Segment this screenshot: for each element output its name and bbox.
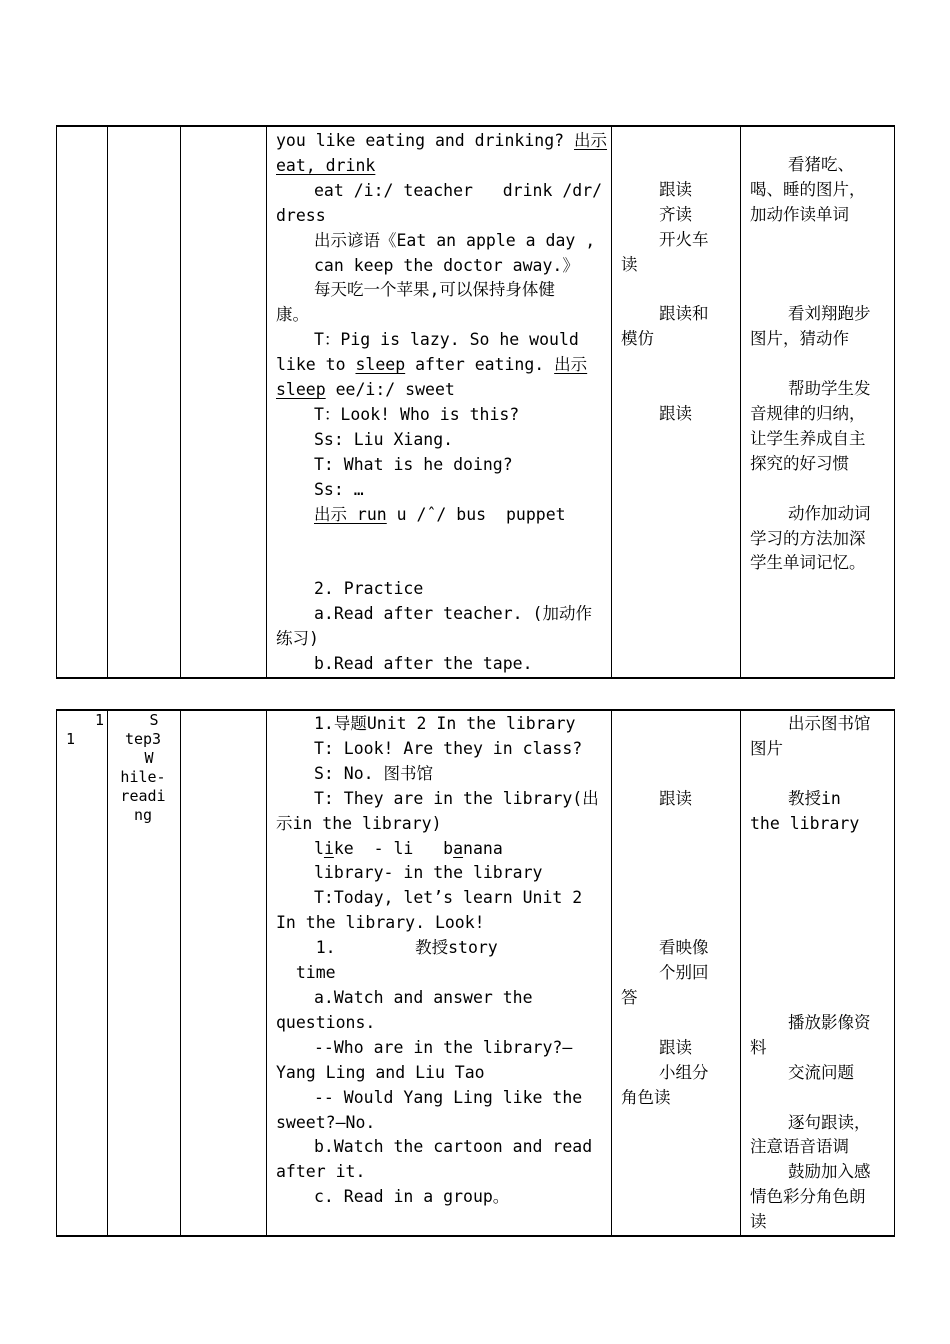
text-line (750, 352, 886, 377)
underlined-text: sleep (355, 355, 406, 375)
text-line (276, 378, 603, 403)
text-span: 1. 教授story (276, 938, 498, 958)
text-line (750, 861, 886, 886)
text-line (276, 787, 603, 812)
text-span: S: No. 图书馆 (314, 763, 434, 783)
text-line: 小组分 (659, 1062, 709, 1082)
text-line (276, 577, 603, 602)
text-line (276, 528, 603, 553)
text-line: 情色彩分角色朗 (750, 1187, 866, 1207)
text-span: eat /i:/ teacher drink /dr/ (314, 180, 603, 200)
time-cell (181, 126, 267, 678)
text-span: T：Look! Who is this? (314, 404, 520, 424)
text-line (750, 1086, 886, 1111)
text-span: after eating. (405, 355, 555, 375)
text-line (621, 377, 732, 402)
text-line (276, 762, 603, 787)
text-span: b.Read after the tape. (314, 654, 533, 674)
text-line: 跟读和 (659, 304, 709, 324)
text-span: 每天吃一个苹果,可以保持身体健 (314, 280, 555, 300)
text-span: questions. (276, 1012, 376, 1032)
text-span: u /ˆ/ bus puppet (386, 504, 566, 524)
text-line (750, 253, 886, 278)
text-line (621, 128, 732, 153)
text-line: 播放影像资 (788, 1012, 871, 1032)
text-line: 交流问题 (788, 1062, 854, 1082)
text-span: you like eating and drinking? (276, 131, 575, 150)
text-span: 1.导题Unit 2 In the library (314, 714, 576, 733)
text-line: 图片 (750, 738, 783, 758)
text-line (276, 1086, 603, 1111)
text-line (276, 1135, 603, 1160)
text-span: Ss: … (314, 479, 364, 499)
teaching-procedure-cell (267, 126, 612, 678)
text-line (621, 812, 732, 837)
text-line (276, 911, 603, 936)
underlined-text: eat, drink (276, 155, 376, 175)
text-line (276, 737, 603, 762)
text-span: --Who are in the library?— (314, 1037, 573, 1057)
text-line (276, 1061, 603, 1086)
text-line (276, 1036, 603, 1061)
text-span: sweet?—No. (276, 1112, 376, 1132)
text-line (750, 762, 886, 787)
text-line (750, 128, 886, 153)
text-line (276, 328, 603, 353)
text-line (750, 477, 886, 502)
text-line (276, 861, 603, 886)
text-span: c. Read in a group。 (314, 1187, 510, 1207)
text-line (276, 552, 603, 577)
text-line (276, 129, 608, 154)
text-line (621, 737, 732, 762)
text-line: 跟读 (659, 403, 692, 423)
underlined-text: sleep (276, 380, 326, 400)
text-span: T:Today, let’s learn Unit 2 (314, 888, 583, 908)
text-span: 出示谚语《Eat an apple a day , (314, 230, 596, 250)
text-line (621, 277, 732, 302)
text-line (276, 303, 603, 328)
text-line (276, 1111, 603, 1136)
text-line (276, 627, 603, 652)
text-line (276, 278, 603, 303)
text-line (276, 353, 603, 378)
text-line (276, 961, 603, 986)
text-span: 2. Practice (314, 579, 424, 599)
text-span: In the library. Look! (276, 913, 485, 933)
text-line: 逐句跟读， (788, 1112, 871, 1132)
text-line (750, 911, 886, 936)
step-line: S (149, 711, 159, 729)
text-line: 让学生养成自主 (750, 428, 866, 448)
text-span: ee/i:/ sweet (325, 380, 455, 400)
text-line (276, 254, 603, 279)
underlined-text: a (453, 838, 464, 858)
text-span: nana (463, 838, 503, 858)
text-line (750, 961, 886, 986)
text-line (276, 403, 603, 428)
text-line (621, 352, 732, 377)
lesson-table-continued (56, 125, 895, 679)
text-span: b.Watch the cartoon and read (314, 1137, 593, 1157)
text-line: 料 (750, 1037, 767, 1057)
text-line (621, 837, 732, 862)
text-span: T: What is he doing? (314, 454, 513, 474)
text-line: 喝、睡的图片， (750, 179, 866, 199)
number-bottom: 1 (66, 730, 76, 748)
text-line: 图片，猜动作 (750, 329, 849, 349)
step-line: W (144, 749, 154, 767)
text-line: 鼓励加入感 (788, 1162, 871, 1182)
text-span: time (276, 963, 336, 983)
step-cell (108, 710, 181, 1236)
text-line (276, 936, 603, 961)
text-line: 注意语音语调 (750, 1137, 849, 1157)
text-line (276, 986, 603, 1011)
text-line (276, 602, 603, 627)
text-line (276, 812, 603, 837)
text-line (276, 229, 603, 254)
underlined-text: 出示 (574, 131, 608, 150)
text-line (276, 453, 603, 478)
teaching-procedure-cell (267, 710, 612, 1236)
text-line: 模仿 (621, 329, 654, 349)
text-span: can keep the doctor away.》 (314, 255, 579, 275)
text-line (276, 428, 603, 453)
text-span: 康。 (276, 305, 309, 325)
text-line: 学习的方法加深 (750, 528, 866, 548)
text-span: Ss: Liu Xiang. (314, 429, 454, 449)
text-line: 教授in (788, 788, 841, 808)
text-line (276, 503, 603, 528)
text-line (621, 1011, 732, 1036)
step-cell (108, 126, 181, 678)
text-line: 跟读 (659, 788, 692, 808)
step-line: tep3 (124, 730, 162, 748)
text-line (276, 478, 603, 503)
text-line (276, 154, 603, 179)
text-line: 学生单词记忆。 (750, 553, 866, 573)
text-span: a.Watch and answer the (314, 987, 533, 1007)
text-line (276, 1185, 603, 1210)
underlined-text: 出示 run (314, 504, 387, 524)
underlined-text: i (323, 838, 334, 858)
text-line: 看刘翔跑步 (788, 304, 871, 324)
text-span: T: They are in the library(出 (314, 788, 599, 808)
text-line (750, 837, 886, 862)
text-line: 探究的好习惯 (750, 453, 849, 473)
text-line (276, 712, 603, 737)
text-line (276, 837, 603, 862)
text-span: after it. (276, 1162, 366, 1182)
text-line: 跟读 (659, 179, 692, 199)
text-line: 齐读 (659, 204, 692, 224)
text-line: 角色读 (621, 1087, 671, 1107)
text-line: 读 (621, 254, 638, 274)
text-line: 出示图书馆 (788, 714, 871, 733)
text-span: T：Pig is lazy. So he would (314, 330, 579, 350)
text-line: 个别回 (659, 963, 709, 983)
text-line (276, 204, 603, 229)
text-line (750, 986, 886, 1011)
time-cell (181, 710, 267, 1236)
text-line (750, 277, 886, 302)
text-line (750, 936, 886, 961)
number-cell (57, 126, 108, 678)
text-line: the library (750, 813, 860, 833)
text-line: 帮助学生发 (788, 379, 871, 399)
text-line: 动作加动词 (788, 503, 871, 523)
text-line (276, 1160, 603, 1185)
text-line: 开火车 (659, 229, 709, 249)
text-span: 示in the library) (276, 813, 442, 833)
student-activity-cell (612, 126, 741, 678)
text-line (621, 712, 732, 737)
text-line (276, 179, 603, 204)
text-span: Yang Ling and Liu Tao (276, 1062, 485, 1082)
text-span: dress (276, 205, 326, 225)
step-line: ng (133, 806, 153, 824)
underlined-text: 出示 (554, 355, 588, 375)
text-line (621, 153, 732, 178)
text-line: 看猪吃、 (788, 154, 854, 174)
text-line (750, 886, 886, 911)
text-span: a.Read after teacher. (加动作 (314, 604, 592, 624)
text-span: like to (276, 355, 356, 375)
text-line: 答 (621, 987, 638, 1007)
step-line: hile- (120, 768, 166, 786)
text-span: T: Look! Are they in class? (314, 738, 583, 758)
text-line: 看映像 (659, 938, 709, 958)
text-line (621, 911, 732, 936)
number-top: 1 (94, 711, 104, 729)
text-line (750, 228, 886, 253)
text-span: -- Would Yang Ling like the (314, 1087, 583, 1107)
text-line: 加动作读单词 (750, 204, 849, 224)
number-cell (57, 710, 108, 1236)
step-line: readi (120, 787, 166, 805)
text-line (276, 1011, 603, 1036)
text-span: 练习) (276, 629, 319, 649)
text-span: l (314, 838, 324, 858)
text-line (276, 886, 603, 911)
text-line (621, 886, 732, 911)
text-line (621, 762, 732, 787)
design-notes-cell (741, 710, 895, 1236)
lesson-table-step3 (56, 709, 895, 1237)
text-line (276, 652, 603, 677)
text-line: 音规律的归纳， (750, 403, 866, 423)
design-notes-cell (741, 126, 895, 678)
text-line: 跟读 (659, 1037, 692, 1057)
student-activity-cell (612, 710, 741, 1236)
text-line (621, 861, 732, 886)
text-span: ke - li b (333, 838, 454, 858)
text-line: 读 (750, 1212, 767, 1232)
text-span: library- in the library (314, 863, 543, 883)
